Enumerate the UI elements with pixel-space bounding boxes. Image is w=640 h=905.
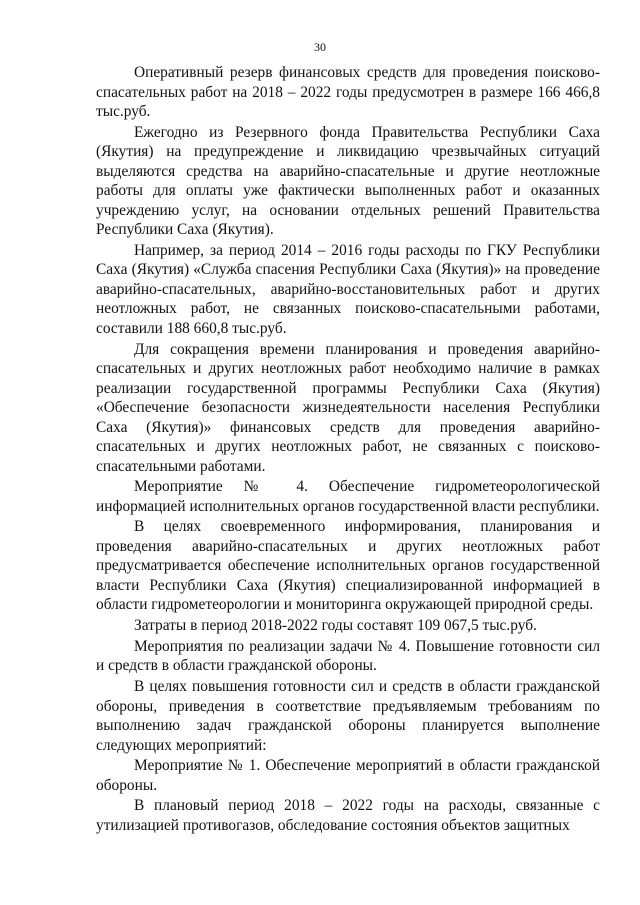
paragraph-reserve-fund: Ежегодно из Резервного фонда Правительства Республики Саха (Якутия) на предупреждение и ликвидацию чрезвычайных ситуаций выделяются средства на аварийно-спасательные и другие неотложные работы для оплаты уже фактически выполненных работ и оказанных учреждению услуг, на основании отдельных решений Правительства Республики Саха (Якутия). <box>96 123 600 239</box>
paragraph-planning-time: Для сокращения времени планирования и проведения аварийно-спасательных и других неотложных работ необходимо наличие в рамках реализации государственной программы Республики Саха (Якутия) «Обеспечение безопасности жизнедеятельности населения Республики Саха (Якутия)» финансовых средств для проведения аварийно-спасательных и других неотложных работ, не связанных с поисково-спасательными работами. <box>96 340 600 475</box>
paragraph-example-expenses: Например, за период 2014 – 2016 годы расходы по ГКУ Республики Саха (Якутия) «Служба спасения Республики Саха (Якутия)» на проведение аварийно-спасательных, аварийно-восстановительных работ и других неотложных работ, не связанных поисково-спасательными работами, составили 188 660,8 тыс.руб. <box>96 241 600 337</box>
paragraph-readiness: В целях повышения готовности сил и средств в области гражданской обороны, приведения в соответствие предъявляемым требованиям по выполнению задач гражданской обороны планируется выполнение следующих мероприятий: <box>96 678 600 754</box>
document-body <box>96 63 600 837</box>
paragraph-measure-1: Мероприятие № 1. Обеспечение мероприятий в области гражданской обороны. <box>96 757 600 794</box>
paragraph-measure-4: Мероприятие № 4. Обеспечение гидрометеорологической информацией исполнительных органов государственной власти республики. <box>96 478 600 515</box>
paragraph-informing: В целях своевременного информирования, планирования и проведения аварийно-спасательных и других неотложных работ предусматривается обеспечение исполнительных органов государственной власти Республики Саха (Якутия) специализированной информацией в области гидрометеорологии и мониторинга окружающей природной среды. <box>96 518 600 614</box>
page-number: 30 <box>314 40 326 54</box>
paragraph-reserve: Оперативный резерв финансовых средств для проведения поисково-спасательных работ на 2018 – 2022 годы предусмотрен в размере 166 466,8 тыс.руб. <box>96 64 600 120</box>
paragraph-costs: Затраты в период 2018-2022 годы составят 109 067,5 тыс.руб. <box>134 617 537 635</box>
paragraph-planned-period: В плановый период 2018 – 2022 годы на расходы, связанные с утилизацией противогазов, обследование состояния объектов защитных <box>96 797 600 834</box>
paragraph-task-4: Мероприятия по реализации задачи № 4. Повышение готовности сил и средств в области гражданской обороны. <box>96 637 600 675</box>
